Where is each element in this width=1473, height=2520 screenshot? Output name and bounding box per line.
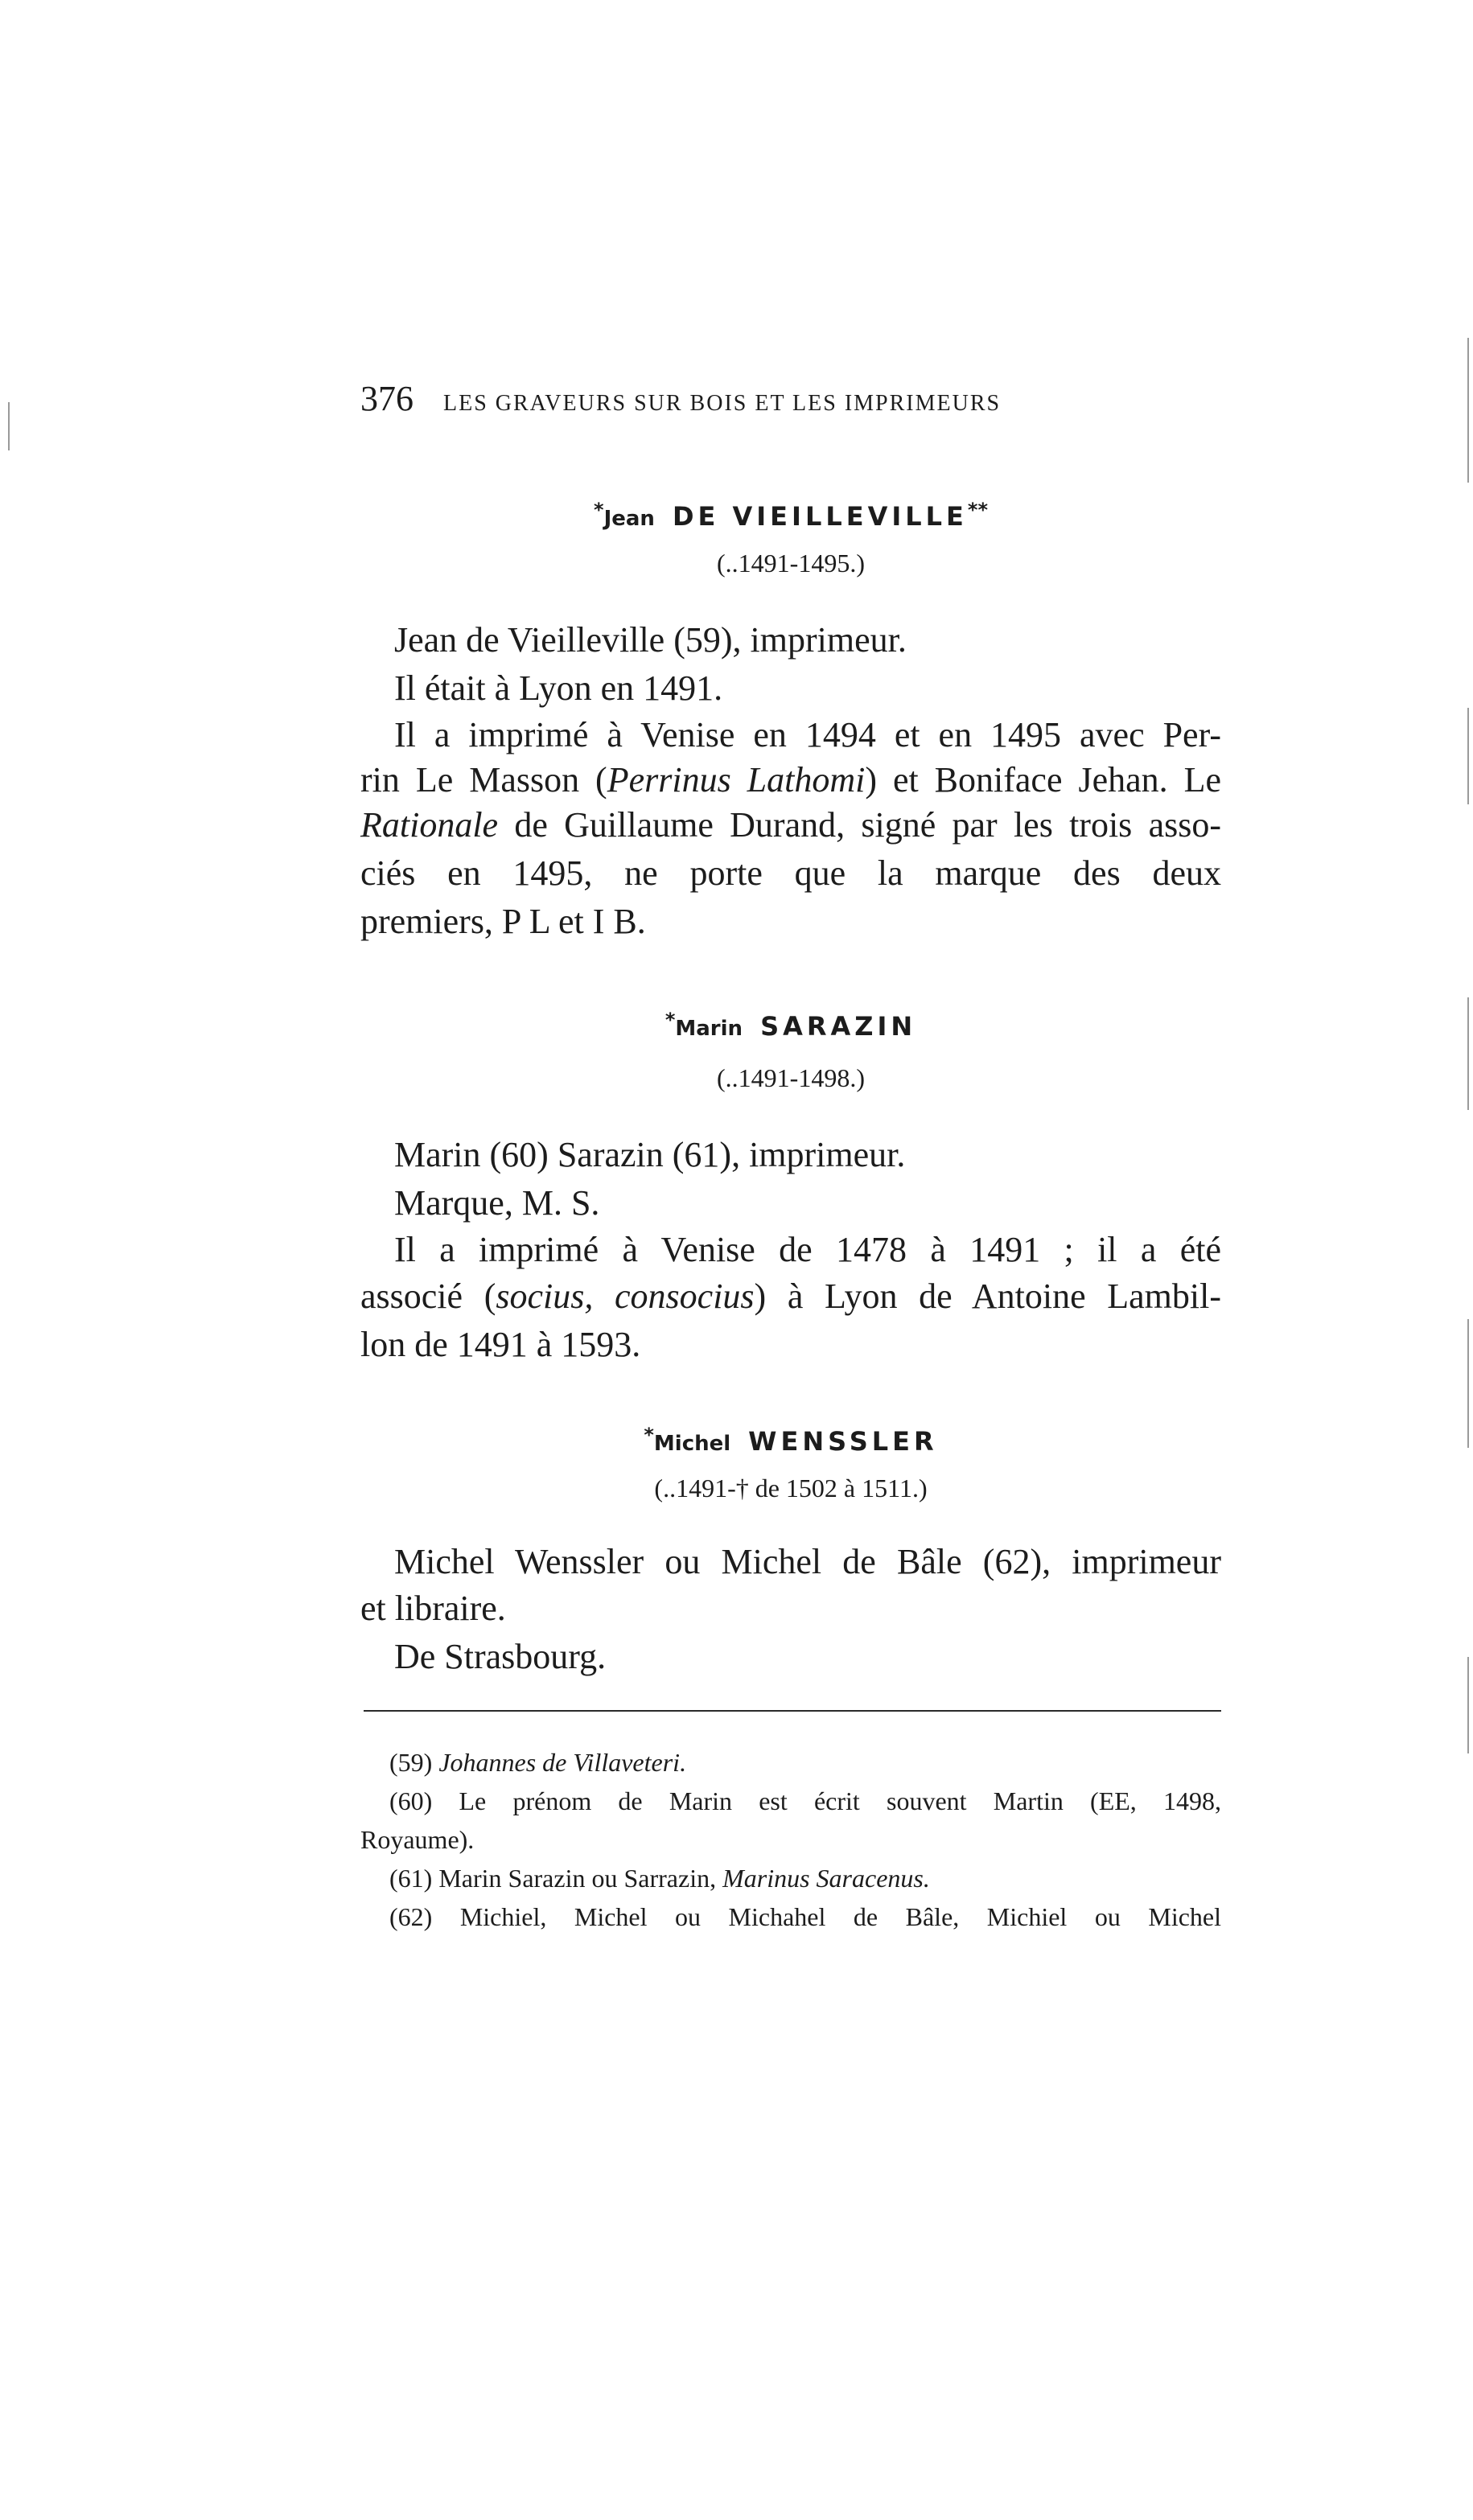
footnote-rule xyxy=(364,1710,1221,1712)
surname: SARAZIN xyxy=(760,1011,917,1042)
entry-dates: (..1491-† de 1502 à 1511.) xyxy=(654,1474,928,1503)
body-line: premiers, P L et I B. xyxy=(360,902,646,941)
entry-heading-vieilleville xyxy=(360,499,1221,532)
body-line: rin Le Masson (Perrinus Lathomi) et Boniface Jehan. Le xyxy=(360,760,1221,800)
footnote-61: (61) Marin Sarazin ou Sarrazin, Marinus Saracenus. xyxy=(389,1864,930,1893)
book-title: Rationale xyxy=(360,805,499,845)
footnote-60: (60) Le prénom de Marin est écrit souvent Martin (EE, 1498, xyxy=(389,1786,1221,1815)
body-line: Il a imprimé à Venise de 1478 à 1491 ; il a été xyxy=(394,1230,1221,1269)
body-line: Marin (60) Sarazin (61), imprimeur. xyxy=(394,1135,906,1174)
body-line: Rationale de Guillaume Durand, signé par les trois asso- xyxy=(360,805,1221,845)
body-line: Il a imprimé à Venise en 1494 et en 1495 avec Per- xyxy=(394,715,1221,754)
scan-edge-mark xyxy=(1467,708,1469,804)
page-number: 376 xyxy=(360,379,414,418)
surname: WENSSLER xyxy=(748,1426,938,1457)
given-name: Jean xyxy=(603,507,655,531)
latin-term: socius, consocius xyxy=(496,1276,755,1316)
scan-edge-mark xyxy=(1467,338,1469,483)
scan-edge-mark xyxy=(1467,1657,1469,1753)
footnote-62: (62) Michiel, Michel ou Michahel de Bâle, Michiel ou Michel xyxy=(389,1902,1221,1931)
running-head xyxy=(360,378,1229,419)
body-line: Marque, M. S. xyxy=(394,1183,600,1223)
body-line: De Strasbourg. xyxy=(394,1637,607,1676)
footnote-60-cont: Royaume). xyxy=(360,1825,475,1854)
given-name: Michel xyxy=(653,1432,731,1456)
body-line: Il était à Lyon en 1491. xyxy=(394,668,723,708)
double-asterisk-mark: ** xyxy=(967,499,988,521)
body-line: et libraire. xyxy=(360,1589,506,1628)
entry-heading-sarazin xyxy=(360,1009,1221,1042)
footnote-59: (59) Johannes de Villaveteri. xyxy=(389,1748,687,1777)
scan-edge-mark xyxy=(8,402,10,450)
given-name: Marin xyxy=(675,1017,743,1041)
body-line: Jean de Vieilleville (59), imprimeur. xyxy=(394,620,907,660)
entry-dates: (..1491-1495.) xyxy=(717,549,865,578)
body-line: associé (socius, consocius) à Lyon de Antoine Lambil- xyxy=(360,1276,1222,1316)
body-line: ciés en 1495, ne porte que la marque des deux xyxy=(360,853,1221,893)
asterisk-mark: * xyxy=(644,1424,654,1446)
scan-edge-mark xyxy=(1467,1319,1469,1448)
body-line: lon de 1491 à 1593. xyxy=(360,1325,641,1364)
scan-edge-mark xyxy=(1467,997,1469,1110)
entry-heading-wenssler xyxy=(360,1424,1221,1457)
running-title: LES GRAVEURS SUR BOIS ET LES IMPRIMEURS xyxy=(443,391,1002,416)
surname: DE VIEILLEVILLE xyxy=(672,501,968,532)
body-line: Michel Wenssler ou Michel de Bâle (62), imprimeur xyxy=(394,1542,1221,1581)
asterisk-mark: * xyxy=(664,1009,676,1031)
asterisk-mark: * xyxy=(594,499,604,521)
entry-dates: (..1491-1498.) xyxy=(717,1063,865,1092)
latin-name: Perrinus Lathomi xyxy=(607,760,866,800)
